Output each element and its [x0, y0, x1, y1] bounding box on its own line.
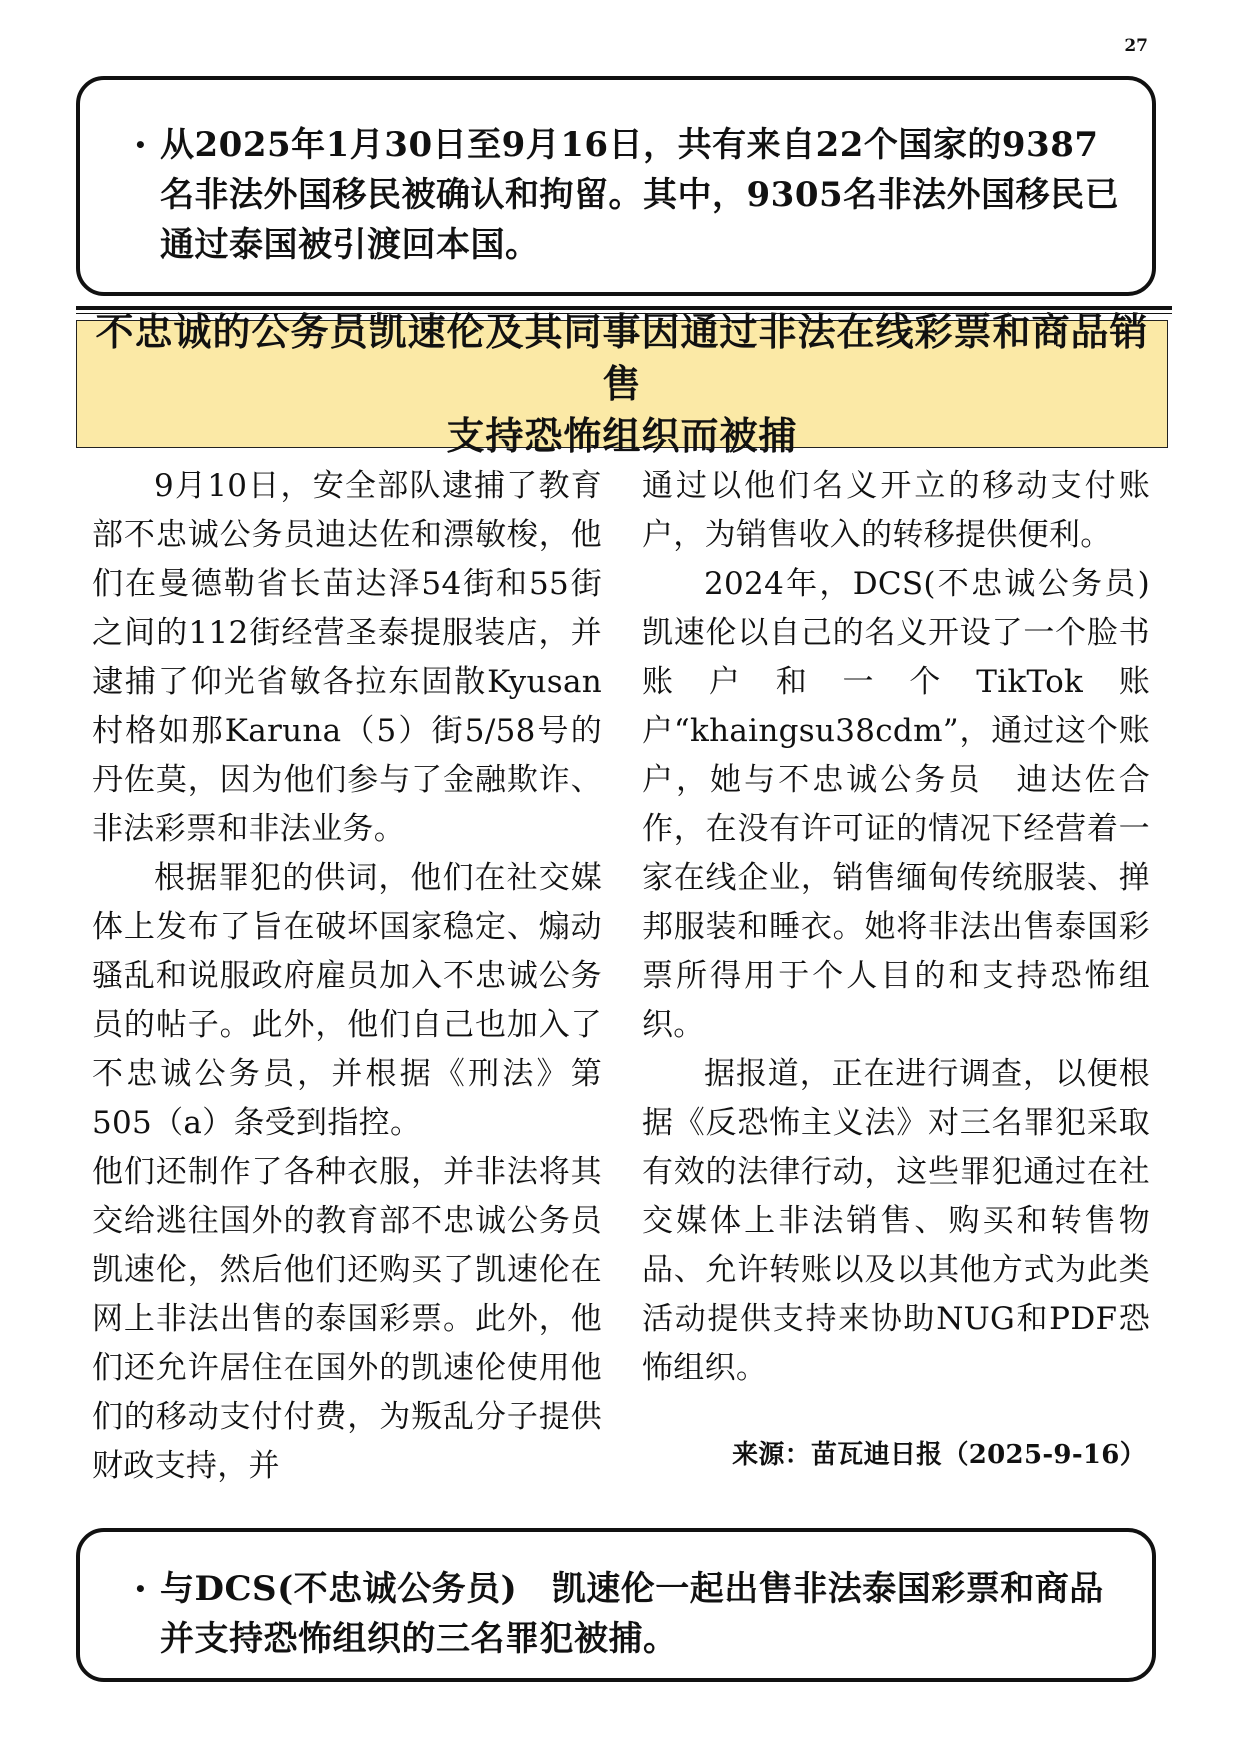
- headline-line-2: 支持恐怖组织而被捕: [446, 413, 798, 458]
- bullet-icon: •: [134, 1577, 147, 1601]
- page-number: 27: [1124, 36, 1148, 56]
- paragraph: 9月10日，安全部队逮捕了教育部不忠诚公务员迪达佐和漂敏梭，他们在曼德勒省长苗达泽54街和55街之间的112街经营圣泰提服装店，并逮捕了仰光省敏各拉东固散Kyusan村格如那Karuna（5）街5/58号的丹佐莫，因为他们参与了金融欺诈、非法彩票和非法业务。: [92, 468, 602, 847]
- paragraph: 2024年，DCS(不忠诚公务员)凯速伦以自己的名义开设了一个脸书账户和一个TikTok账户“khaingsu38cdm”，通过这个账户，她与不忠诚公务员 迪达佐合作，在没有许可证的情况下经营着一家在线企业，销售缅甸传统服装、掸邦服装和睡衣。她将非法出售泰国彩票所得用于个人目的和支持恐怖组织。: [642, 566, 1150, 1043]
- paragraph-continued: 通过以他们名义开立的移动支付账户，为销售收入的转移提供便利。: [642, 468, 1150, 553]
- source-credit: 来源：苗瓦迪日报（2025-9-16）: [732, 1440, 1146, 1470]
- paragraph-continuation: 他们还制作了各种衣服，并非法将其交给逃往国外的教育部不忠诚公务员 凯速伦，然后他们还购买了凯速伦在网上非法出售的泰国彩票。此外，他们还允许居住在国外的凯速伦使用他们的移动支付付费，为叛乱分子提供财政支持，并: [92, 1154, 634, 1484]
- bullet-item: [134, 120, 1122, 270]
- summary-text: 从2025年1月30日至9月16日，共有来自22个国家的9387名非法外国移民被确认和拘留。其中，9305名非法外国移民已通过泰国被引渡回本国。: [160, 125, 1120, 265]
- paragraph: 根据罪犯的供词，他们在社交媒体上发布了旨在破坏国家稳定、煽动骚乱和说服政府雇员加入不忠诚公务员的帖子。此外，他们自己也加入了不忠诚公务员，并根据《刑法》第505（a）条受到指控。: [92, 860, 602, 1141]
- summary-text: 与DCS(不忠诚公务员) 凯速伦一起出售非法泰国彩票和商品并支持恐怖组织的三名罪犯被捕。: [160, 1569, 1104, 1659]
- article-column-left: [92, 462, 634, 1491]
- headline-banner: [76, 309, 1168, 458]
- headline: [93, 306, 1151, 462]
- bullet-item: [134, 1564, 1122, 1664]
- headline-line-1: 不忠诚的公务员凯速伦及其同事因通过非法在线彩票和商品销售: [95, 309, 1149, 406]
- summary-box-top: [76, 76, 1156, 296]
- summary-box-bottom: [76, 1528, 1156, 1682]
- article-column-right: [642, 462, 1150, 1475]
- bullet-icon: •: [134, 133, 147, 157]
- paragraph: 据报道，正在进行调查，以便根据《反恐怖主义法》对三名罪犯采取有效的法律行动，这些罪犯通过在社交媒体上非法销售、购买和转售物品、允许转账以及以其他方式为此类活动提供支持来协助NUG和PDF恐怖组织。: [642, 1056, 1150, 1386]
